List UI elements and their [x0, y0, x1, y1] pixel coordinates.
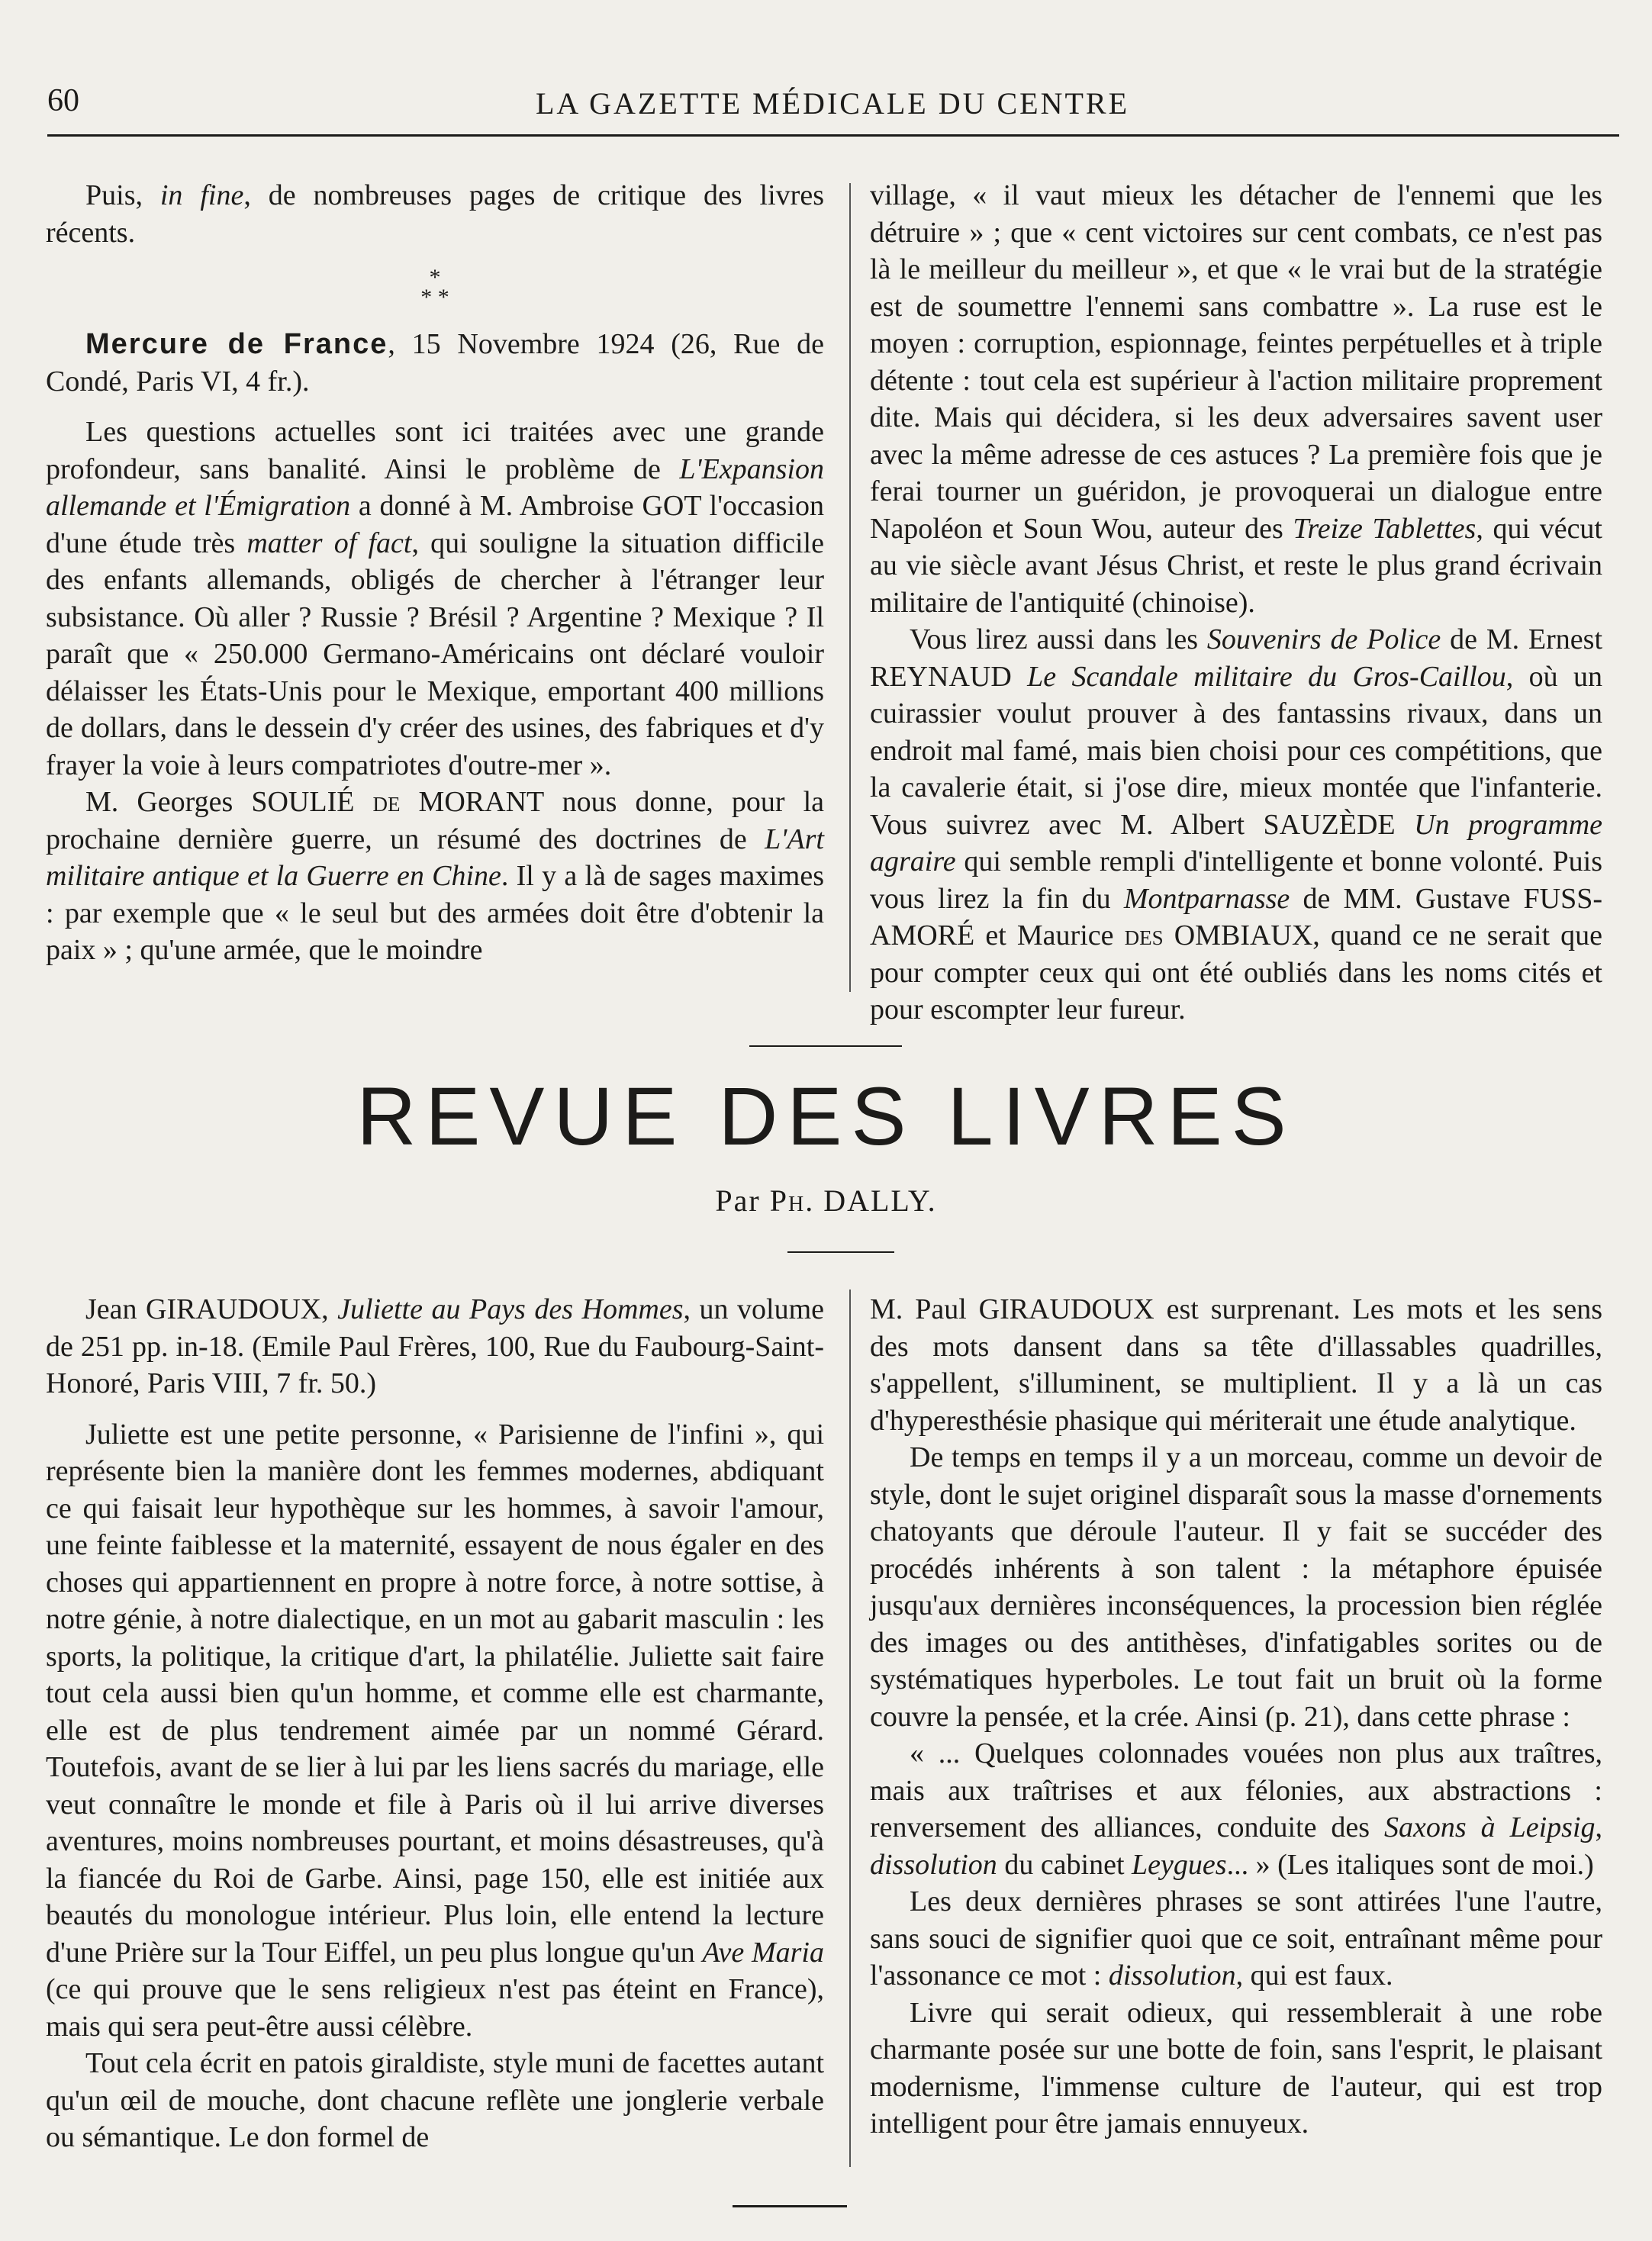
paragraph: Juliette est une petite personne, « Parisienne de l'infini », qui représente bien la manière dont les femmes modernes, abdiquant ce qui faisait leur hypothèque sur les hommes, à savoir l'amour, une feinte faiblesse et la maternité, essayent de nous égaler en des choses qui appartiennent en propre à notre force, à notre sottise, à notre génie, à notre dialectique, en un mot au gabarit masculin : les sports, la politique, la critique d'art, la philatélie. Juliette sait faire tout cela aussi bien qu'un homme, et comme elle est charmante, elle est de plus tendrement aimée par un nommé Gérard. Toutefois, avant de se lier à lui par les liens sacrés du mariage, elle veut connaître le monde et file à Paris où il lui arrive diverses aventures, moins nombreuses pourtant, et moins désastreuses, qu'à la fiancée du Roi de Garbe. Ainsi, page 150, elle est initiée aux beautés du monologue intérieur. Plus loin, elle entend la lecture d'une Prière sur la Tour Eiffel, un peu plus longue qu'un Ave Maria (ce qui prouve que le sens religieux n'est pas éteint en France), mais qui sera peut-être aussi célèbre.	[46, 1418, 824, 2043]
paragraph: Vous lirez aussi dans les Souvenirs de Police de M. Ernest REYNAUD Le Scandale militaire du Gros-Caillou, où un cuirassier voulut prouver à des fantassins rivaux, dans un endroit mal famé, mais bien choisi pour ces compétitions, que la cavalerie était, si j'ose dire, mieux montée que l'infanterie. Vous suivrez avec M. Albert SAUZÈDE Un programme agraire qui semble rempli d'intelligente et bonne volonté. Puis vous lirez la fin du Montparnasse de MM. Gustave FUSS-AMORÉ et Maurice des OMBIAUX, quand ce ne serait que pour compter ceux qui ont été oubliés dans les noms cités et pour escompter leur fureur.	[870, 623, 1603, 1026]
footer-rule	[733, 2205, 847, 2207]
column-divider	[849, 1290, 851, 2167]
paragraph: village, « il vaut mieux les détacher de l'ennemi que les détruire » ; que « cent victoires sur cent combats, ce n'est pas là le meilleur du meilleur », et que « le vrai but de la stratégie est de soumettre l'ennemi sans combattre ». La ruse est le moyen : corruption, espionnage, feintes perpétuelles et à triple détente : tout cela est supérieur à l'action militaire proprement dite. Mais qui décidera, si les deux adversaires savent user avec la même adresse de ces astuces ? La première fois que je ferai tourner un guéridon, je provoquerai un dialogue entre Napoléon et Soun Wou, auteur des Treize Tablettes, qui vécut au vie siècle avant Jésus Christ, et reste le plus grand écrivain militaire de l'antiquité (chinoise).	[870, 179, 1602, 619]
paragraph: M. Georges SOULIÉ de MORANT nous donne, pour la prochaine dernière guerre, un résumé des doctrines de L'Art militaire antique et la Guerre en Chine. Il y a là de sages maximes : par exemple que « le seul but des armées doit être d'obtenir la paix » ; qu'une armée, que le moindre	[46, 786, 825, 966]
paragraph: M. Paul GIRAUDOUX est surprenant. Les mots et les sens des mots dansent dans sa tête d'illassables quadrilles, s'appellent, s'illuminent, se multiplient. Il y a là un cas d'hyperesthésie phasique qui mériterait une étude analytique.	[870, 1293, 1602, 1437]
header-rule	[47, 134, 1619, 137]
right-column-bottom	[870, 1291, 1602, 2143]
section-byline: Par Ph. DALLY.	[715, 1183, 937, 1218]
section-title: REVUE DES LIVRES	[356, 1070, 1296, 1162]
quotation: « ... Quelques colonnades vouées non plus aux traîtres, mais aux traîtrises et aux félonies, aux abstractions : renversement des alliances, conduite des Saxons à Leipsig, dissolution du cabinet Leygues... » (Les italiques sont de moi.)	[870, 1737, 1602, 1881]
journal-title: LA GAZETTE MÉDICALE DU CENTRE	[536, 86, 1130, 121]
paragraph: Tout cela écrit en patois giraldiste, style muni de facettes autant qu'un œil de mouche, dont chacune reflète une jonglerie verbale ou sémantique. Le don formel de	[46, 2047, 824, 2153]
periodical-title: Mercure de France	[85, 328, 388, 360]
asterism: * * *	[420, 265, 449, 310]
running-head	[47, 82, 1612, 128]
paragraph: Livre qui serait odieux, qui ressemblerait à une robe charmante posée sur une botte de foin, sans l'esprit, le plaisant modernisme, l'immense culture de l'auteur, qui est trop intelligent pour être jamais ennuyeux.	[870, 1996, 1602, 2140]
paragraph: Les deux dernières phrases se sont attirées l'une l'autre, sans souci de signifier quoi que ce soit, entraînant même pour l'assonance ce mot : dissolution, qui est faux.	[870, 1885, 1602, 1991]
review-heading: Mercure de France, 15 Novembre 1924 (26, Rue de Condé, Paris VI, 4 fr.).	[46, 328, 824, 398]
column-divider	[849, 183, 851, 992]
paragraph: De temps en temps il y a un morceau, comme un devoir de style, dont le sujet originel disparaît sous la masse d'ornements chatoyants que déroule l'auteur. Il y fait se succéder des procédés inhérents à son talent : la métaphore épuisée jusqu'aux dernières inconséquences, la procession bien réglée des images ou des antithèses, d'infatigables sorites ou de systématiques hyperboles. Le tout fait un bruit où la forme couvre la pensée, et la crée. Ainsi (p. 21), dans cette phrase :	[870, 1441, 1602, 1733]
left-column-top	[46, 177, 824, 969]
right-column-top	[870, 177, 1602, 1029]
section-rule-top	[749, 1045, 902, 1047]
page-number: 60	[47, 83, 79, 118]
left-column-bottom	[46, 1291, 824, 2156]
paragraph: Les questions actuelles sont ici traitées avec une grande profondeur, sans banalité. Ainsi le problème de L'Expansion allemande et l'Émigration a donné à M. Ambroise GOT l'occasion d'une étude très matter of fact, qui souligne la situation difficile des enfants allemands, obligés de chercher à l'étranger leur subsistance. Où aller ? Russie ? Brésil ? Argentine ? Mexique ? Il paraît que « 250.000 Germano-Américains ont déclaré vouloir délaisser les États-Unis pour le Mexique, emportant 400 millions de dollars, dans le dessein d'y créer des usines, des fabriques et d'y frayer la voie à leurs compatriotes d'outre-mer ».	[46, 416, 825, 781]
section-rule-bottom	[787, 1251, 894, 1253]
paragraph: Puis, in fine, de nombreuses pages de critique des livres récents.	[46, 179, 824, 249]
book-reference: Jean GIRAUDOUX, Juliette au Pays des Hommes, un volume de 251 pp. in-18. (Emile Paul Frères, 100, Rue du Faubourg-Saint-Honoré, Paris VIII, 7 fr. 50.)	[46, 1293, 824, 1399]
